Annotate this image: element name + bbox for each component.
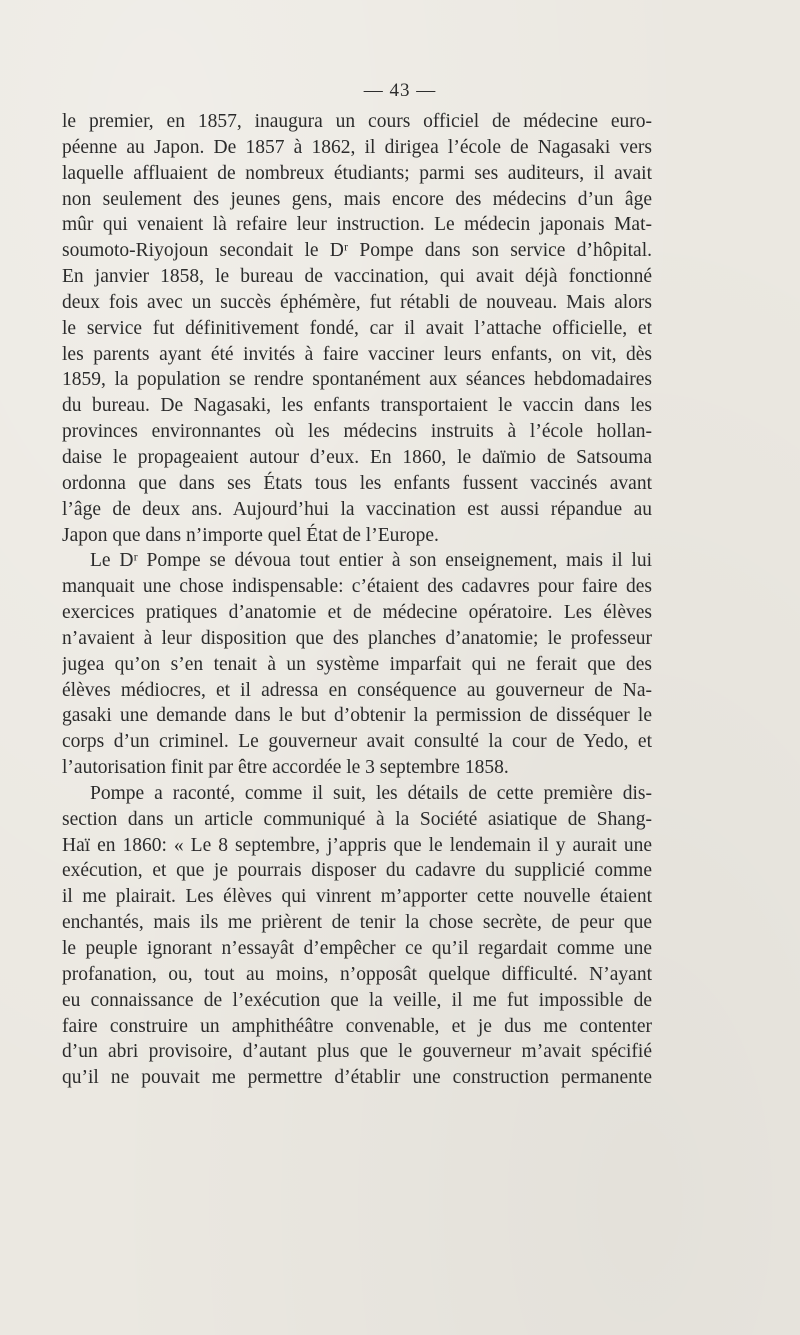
text-line: ordonna que dans ses États tous les enfants fussent vaccinés avant — [62, 472, 652, 494]
text-line: corps d’un criminel. Le gouverneur avait consulté la cour de Yedo, et — [62, 731, 652, 753]
text-line: daise le propageaient autour d’eux. En 1860, le daïmio de Satsouma — [62, 446, 652, 468]
text-line: Pompe a raconté, comme il suit, les détails de cette première dis- — [90, 782, 652, 804]
text-line: le service fut définitivement fondé, car il avait l’attache officielle, et — [62, 317, 652, 339]
text-line: 1859, la population se rendre spontanément aux séances hebdomadaires — [62, 369, 652, 391]
text-line: du bureau. De Nagasaki, les enfants transportaient le vaccin dans les — [62, 395, 652, 417]
text-line: péenne au Japon. De 1857 à 1862, il dirigea l’école de Nagasaki vers — [62, 136, 652, 158]
text-line: le peuple ignorant n’essayât d’empêcher ce qu’il regardait comme une — [62, 938, 652, 959]
text-line: l’âge de deux ans. Aujourd’hui la vaccination est aussi répandue au — [62, 498, 652, 520]
text-line: profanation, ou, tout au moins, n’opposât quelque difficulté. N’ayant — [62, 963, 652, 985]
text-line: d’un abri provisoire, d’autant plus que le gouverneur m’avait spécifié — [62, 1041, 652, 1063]
text-line: gasaki une demande dans le but d’obtenir la permission de disséquer le — [62, 705, 652, 727]
text-line: n’avaient à leur disposition que des planches d’anatomie; le professeur — [62, 627, 652, 649]
text-line: il me plairait. Les élèves qui vinrent m’apporter cette nouvelle étaient — [62, 886, 652, 908]
text-line: mûr qui venaient là refaire leur instruction. Le médecin japonais Mat- — [62, 214, 652, 236]
text-line: l’autorisation finit par être accordée le 3 septembre 1858. — [62, 757, 509, 779]
text-line: qu’il ne pouvait me permettre d’établir une construction permanente — [62, 1067, 652, 1089]
text-line: non seulement des jeunes gens, mais encore des médecins d’un âge — [62, 188, 652, 210]
text-line: Haï en 1860: « Le 8 septembre, j’appris que le lendemain il y aurait une — [62, 834, 652, 856]
text-line: En janvier 1858, le bureau de vaccination, qui avait déjà fonctionné — [62, 266, 652, 288]
text-line: le premier, en 1857, inaugura un cours officiel de médecine euro- — [62, 111, 652, 132]
body-text — [62, 109, 652, 1091]
text-line: exercices pratiques d’anatomie et de médecine opératoire. Les élèves — [62, 602, 652, 624]
text-line: eu connaissance de l’exécution que la veille, il me fut impossible de — [62, 989, 652, 1011]
text-line: exécution, et que je pourrais disposer du cadavre du supplicié comme — [62, 860, 652, 882]
text-line: laquelle affluaient de nombreux étudiants; parmi ses auditeurs, il avait — [62, 162, 652, 184]
text-line: jugea qu’on s’en tenait à un système imparfait qui ne ferait que des — [62, 653, 652, 675]
text-line: manquait une chose indispensable: c’étaient des cadavres pour faire des — [62, 576, 652, 598]
text-line: élèves médiocres, et il adressa en conséquence au gouverneur de Na- — [62, 679, 652, 701]
page-number: — 43 — — [363, 80, 437, 101]
text-line: soumoto-Riyojoun secondait le Dʳ Pompe dans son service d’hôpital. — [62, 240, 652, 262]
text-line: Le Dʳ Pompe se dévoua tout entier à son enseignement, mais il lui — [90, 550, 652, 572]
text-line: deux fois avec un succès éphémère, fut rétabli de nouveau. Mais alors — [62, 291, 652, 313]
text-line: faire construire un amphithéâtre convenable, et je dus me contenter — [62, 1015, 652, 1037]
text-line: Japon que dans n’importe quel État de l’Europe. — [62, 524, 439, 546]
text-line: enchantés, mais ils me prièrent de tenir la chose secrète, de peur que — [62, 912, 652, 934]
text-line: section dans un article communiqué à la Société asiatique de Shang- — [62, 808, 652, 830]
text-line: provinces environnantes où les médecins instruits à l’école hollan- — [62, 421, 652, 443]
text-line: les parents ayant été invités à faire vacciner leurs enfants, on vit, dès — [62, 343, 652, 365]
